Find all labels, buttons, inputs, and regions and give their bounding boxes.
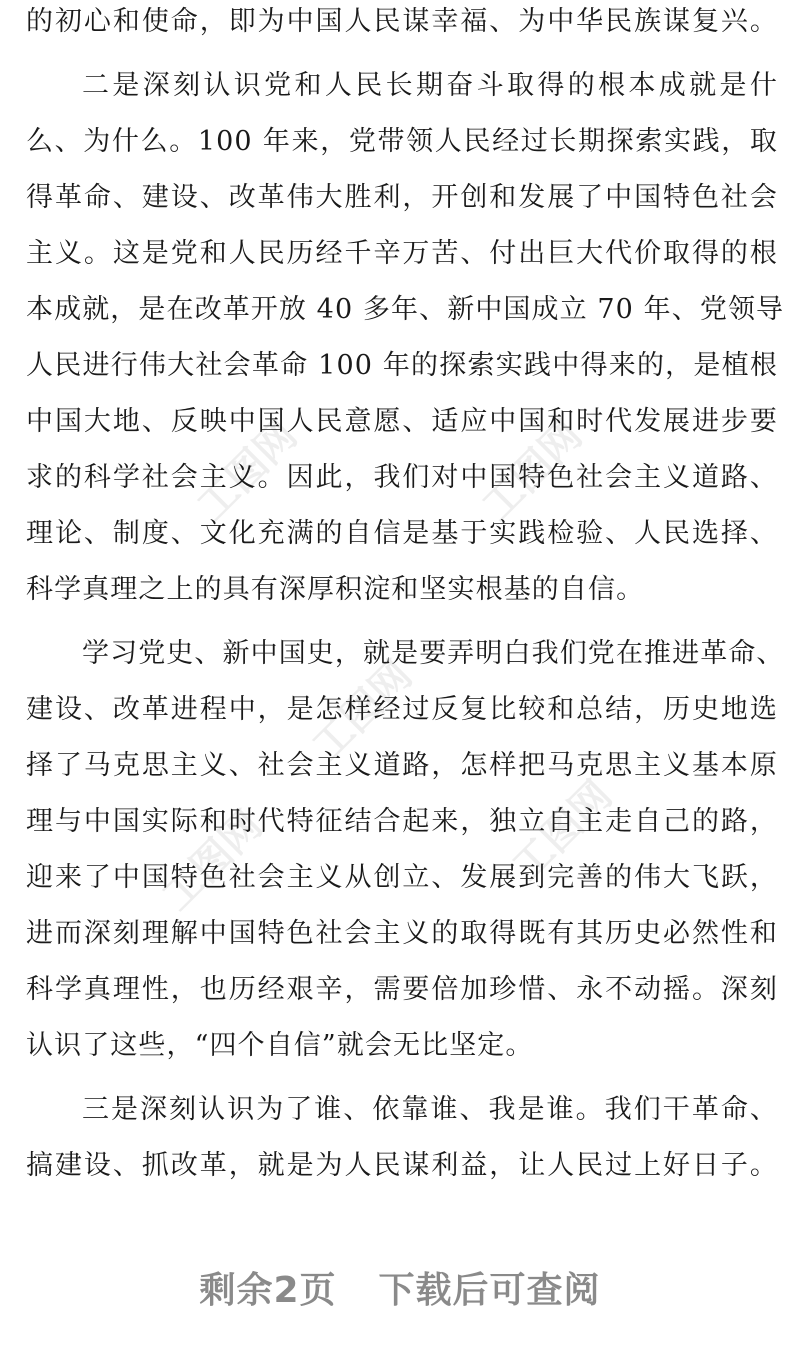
text-line: 建设、改革进程中，是怎样经过反复比较和总结，历史地选 xyxy=(26,694,778,725)
text-line: 认识了这些，“四个自信”就会无比坚定。 xyxy=(26,1030,534,1061)
download-prompt[interactable] xyxy=(0,1262,800,1313)
text-line: 人民进行伟大社会革命 100 年的探索实践中得来的，是植根 xyxy=(26,350,778,381)
text-line: 科学真理性，也历经艰辛，需要倍加珍惜、永不动摇。深刻 xyxy=(26,974,778,1005)
text-line: 学习党史、新中国史，就是要弄明白我们党在推进革命、 xyxy=(82,638,785,669)
remaining-pages-label: 剩余2页 xyxy=(199,1270,337,1311)
watermark-logo: 工图网 xyxy=(503,772,622,890)
text-line: 理与中国实际和时代特征结合起来，独立自主走自己的路， xyxy=(26,806,778,837)
text-line: 主义。这是党和人民历经千辛万苦、付出巨大代价取得的根 xyxy=(26,238,778,269)
text-line: 得革命、建设、改革伟大胜利，开创和发展了中国特色社会 xyxy=(26,182,778,213)
watermark-logo: 工图网 xyxy=(153,802,272,920)
text-line: 迎来了中国特色社会主义从创立、发展到完善的伟大飞跃， xyxy=(26,862,778,893)
text-line: 二是深刻认识党和人民长期奋斗取得的根本成就是什 xyxy=(82,70,778,101)
text-line: 本成就，是在改革开放 40 多年、新中国成立 70 年、党领导 xyxy=(26,294,785,325)
watermark-logo: 工图网 xyxy=(473,412,592,530)
text-line: 求的科学社会主义。因此，我们对中国特色社会主义道路、 xyxy=(26,462,778,493)
text-line: 理论、制度、文化充满的自信是基于实践检验、人民选择、 xyxy=(26,518,778,549)
text-line: 科学真理之上的具有深厚积淀和坚实根基的自信。 xyxy=(26,574,645,605)
text-line: 三是深刻认识为了谁、依靠谁、我是谁。我们干革命、 xyxy=(82,1094,778,1125)
text-line: 择了马克思主义、社会主义道路，怎样把马克思主义基本原 xyxy=(26,750,778,781)
watermark-logo: 工图网 xyxy=(188,412,307,530)
text-line: 进而深刻理解中国特色社会主义的取得既有其历史必然性和 xyxy=(26,918,778,949)
text-line: 么、为什么。100 年来，党带领人民经过长期探索实践，取 xyxy=(26,126,778,157)
download-hint-label: 下载后可查阅 xyxy=(378,1270,601,1311)
text-line: 中国大地、反映中国人民意愿、适应中国和时代发展进步要 xyxy=(26,406,778,437)
text-line: 的初心和使命，即为中国人民谋幸福、为中华民族谋复兴。 xyxy=(26,6,778,37)
watermark-logo: 工图网 xyxy=(303,652,422,770)
text-line: 搞建设、抓改革，就是为人民谋利益，让人民过上好日子。 xyxy=(26,1150,778,1181)
